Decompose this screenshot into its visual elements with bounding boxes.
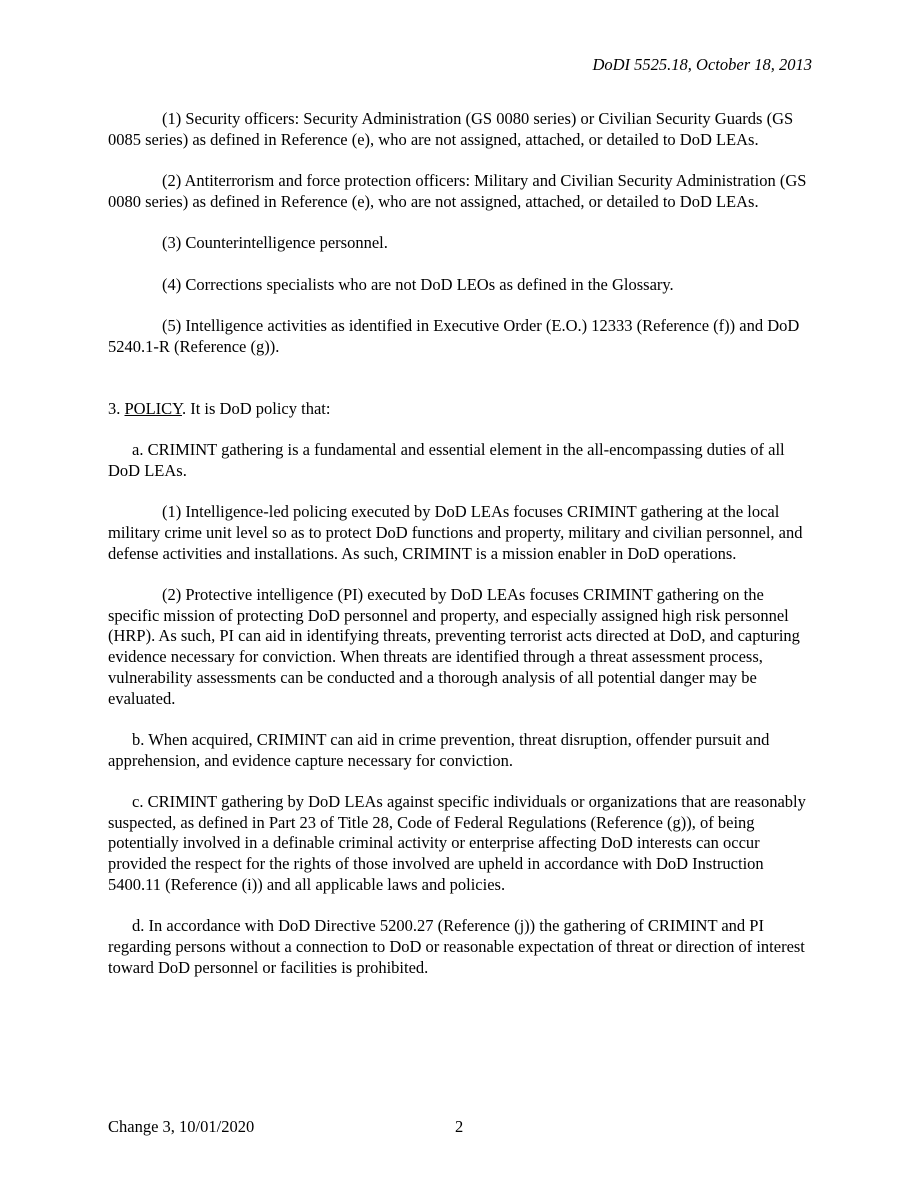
paragraph-b: b. When acquired, CRIMINT can aid in crime prevention, threat disruption, offender pursuit and apprehension, and evidence capture necessary for conviction. [108, 729, 770, 770]
footer-change-note: Change 3, 10/01/2020 [108, 1117, 255, 1136]
paragraph-1-security-officers: (1) Security officers: Security Administration (GS 0080 series) or Civilian Security Guards (GS 0085 series) as defined in Reference (e), who are not assigned, attached, or detailed to DoD LEAs. [108, 109, 794, 149]
section-number: 3. [108, 398, 125, 418]
paragraph-c: c. CRIMINT gathering by DoD LEAs against specific individuals or organizations that are reasonably suspected, as defined in Part 23 of Title 28, Code of Federal Regulations (Reference (g)), of being potentially involved in a definable criminal activity or enterprise affecting DoD interests can occur provided the respect for the rights of those involved are upheld in accordance with DoD Instruction 5400.11 (Reference (i)) and all applicable laws and policies. [108, 792, 806, 894]
running-header: DoDI 5525.18, October 18, 2013 [592, 55, 812, 74]
document-body [108, 109, 813, 978]
paragraph-5-intelligence-activities: (5) Intelligence activities as identified in Executive Order (E.O.) 12333 (Reference (f)) and DoD 5240.1-R (Reference (g)). [108, 315, 800, 356]
section-title: POLICY [124, 398, 182, 418]
paragraph-a-2: (2) Protective intelligence (PI) executed by DoD LEAs focuses CRIMINT gathering on the specific mission of protecting DoD personnel and property, and especially assigned high risk personnel (HRP). As such, PI can aid in identifying threats, preventing terrorist acts directed at DoD, and capturing evidence necessary for conviction. When threats are identified through a threat assessment process, vulnerability assessments can be conducted and a thorough analysis of all potential danger may be evaluated. [108, 585, 800, 708]
paragraph-a-1: (1) Intelligence-led policing executed by DoD LEAs focuses CRIMINT gathering at the local military crime unit level so as to protect DoD functions and property, military and civilian personnel, and defense activities and installations. As such, CRIMINT is a mission enabler in DoD operations. [108, 502, 803, 563]
paragraph-3-counterintelligence: (3) Counterintelligence personnel. [162, 233, 388, 253]
paragraph-d: d. In accordance with DoD Directive 5200.27 (Reference (j)) the gathering of CRIMINT and PI regarding persons without a connection to DoD or reasonable expectation of threat or direction of interest toward DoD personnel or facilities is prohibited. [108, 916, 805, 977]
paragraph-a: a. CRIMINT gathering is a fundamental and essential element in the all-encompassing duties of all DoD LEAs. [108, 440, 785, 480]
page-number: 2 [455, 1117, 464, 1136]
paragraph-4-corrections: (4) Corrections specialists who are not DoD LEOs as defined in the Glossary. [162, 274, 674, 294]
section-3-heading [108, 399, 813, 420]
section-lead: . It is DoD policy that: [181, 398, 331, 418]
paragraph-2-antiterrorism: (2) Antiterrorism and force protection officers: Military and Civilian Security Administration (GS 0080 series) as defined in Reference (e), who are not assigned, attached, or detailed to DoD LEAs. [108, 171, 807, 211]
